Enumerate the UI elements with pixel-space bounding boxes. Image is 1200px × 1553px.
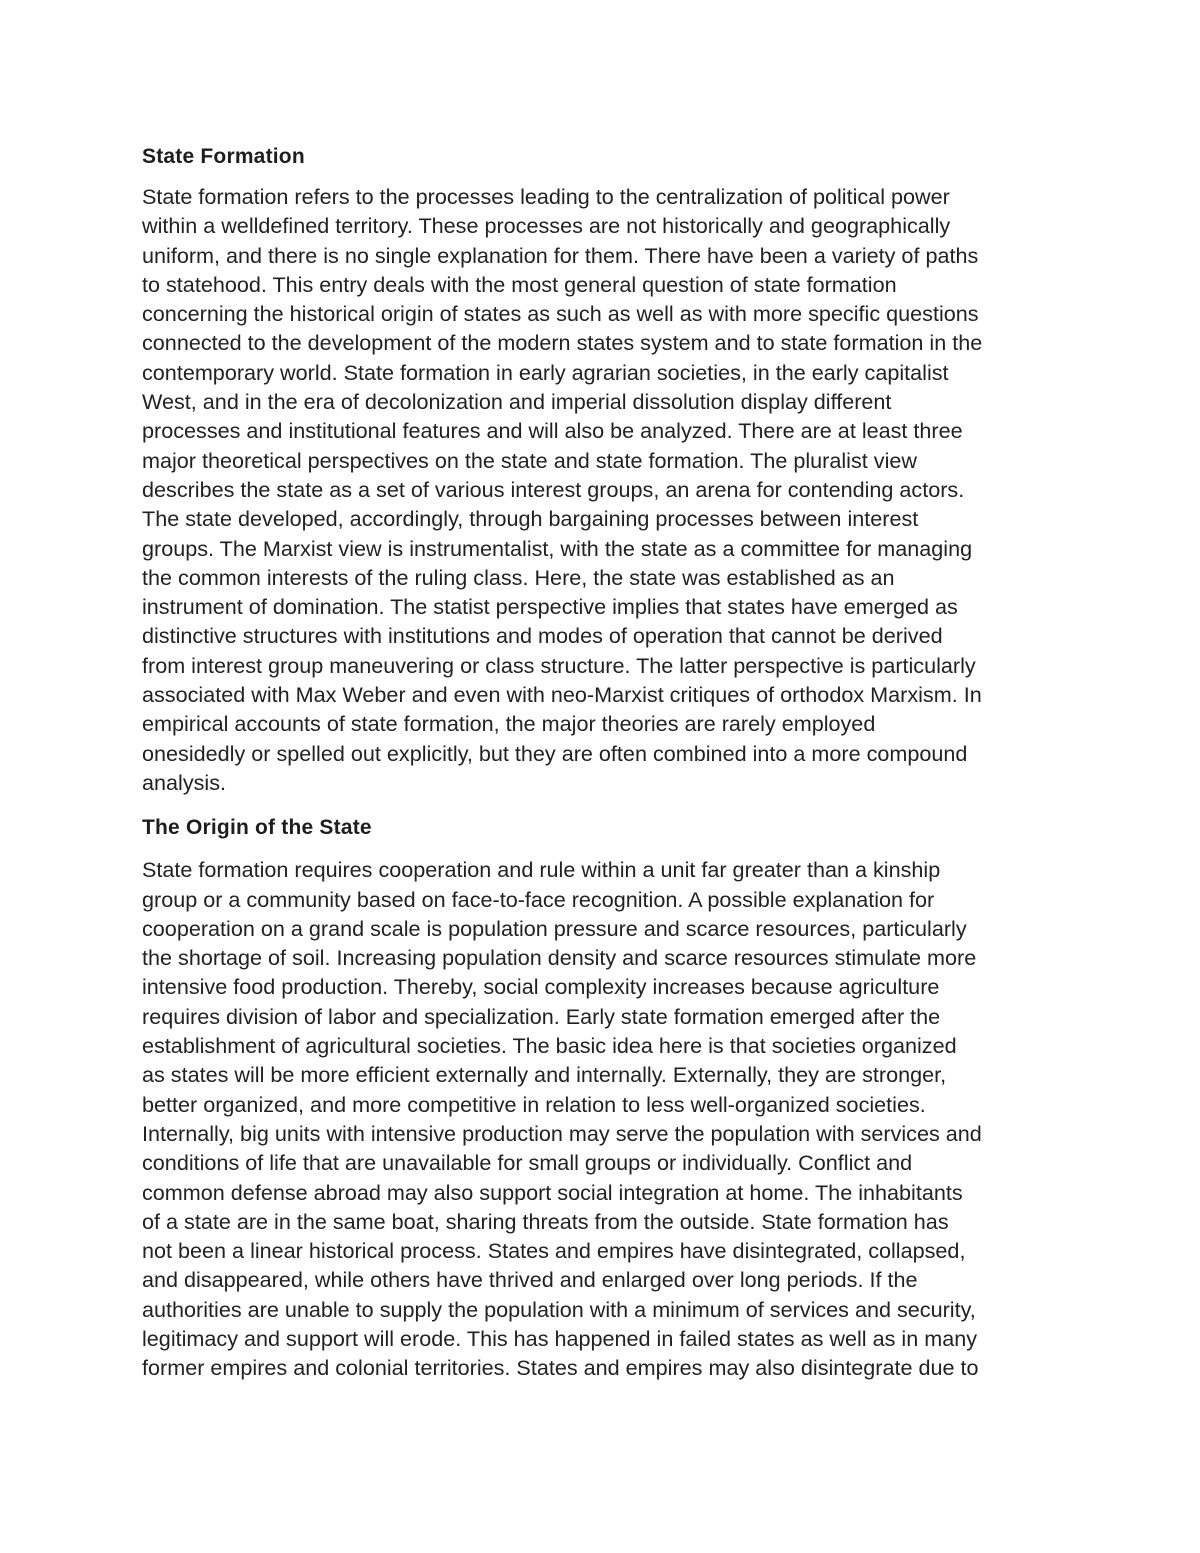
text-line: not been a linear historical process. States and empires have disintegrated, collapsed, [142,1238,966,1264]
text-line: the common interests of the ruling class. Here, the state was established as an [142,564,895,590]
text-line: onesidedly or spelled out explicitly, but they are often combined into a more compound [142,740,968,766]
text-line: as states will be more efficient externally and internally. Externally, they are stronger, [142,1062,947,1088]
text-line: The state developed, accordingly, through bargaining processes between interest [142,506,919,532]
text-line: distinctive structures with institutions and modes of operation that cannot be derived [142,623,943,649]
text-line: legitimacy and support will erode. This has happened in failed states as well as in many [142,1325,978,1351]
text-line: processes and institutional features and will also be analyzed. There are at least three [142,418,963,444]
paragraph-origin-of-state [142,855,1102,1382]
text-line: establishment of agricultural societies. The basic idea here is that societies organized [142,1033,957,1059]
text-line: describes the state as a set of various interest groups, an arena for contending actors. [142,476,965,502]
text-line: the shortage of soil. Increasing population density and scarce resources stimulate more [142,945,977,971]
text-line: intensive food production. Thereby, social complexity increases because agriculture [142,974,940,1000]
text-line: West, and in the era of decolonization and imperial dissolution display different [142,389,892,415]
text-line: instrument of domination. The statist perspective implies that states have emerged as [142,594,958,620]
text-line: and disappeared, while others have thrived and enlarged over long periods. If the [142,1267,918,1293]
text-line: Internally, big units with intensive production may serve the population with services and [142,1120,982,1146]
text-line: authorities are unable to supply the population with a minimum of services and security, [142,1296,976,1322]
text-line: analysis. [142,769,227,795]
text-line: former empires and colonial territories. States and empires may also disintegrate due to [142,1355,979,1381]
text-line: of a state are in the same boat, sharing threats from the outside. State formation has [142,1208,949,1234]
text-line: associated with Max Weber and even with neo-Marxist critiques of orthodox Marxism. In [142,682,982,708]
text-line: conditions of life that are unavailable for small groups or individually. Conflict and [142,1150,913,1176]
text-line: major theoretical perspectives on the state and state formation. The pluralist view [142,447,917,473]
text-line: connected to the development of the modern states system and to state formation in the [142,330,983,356]
paragraph-state-formation [142,182,1102,797]
text-line: within a welldefined territory. These processes are not historically and geographically [142,213,951,239]
text-line: contemporary world. State formation in early agrarian societies, in the early capitalist [142,359,949,385]
text-line: concerning the historical origin of states as such as well as with more specific questions [142,301,979,327]
text-line: groups. The Marxist view is instrumentalist, with the state as a committee for managing [142,535,973,561]
text-line: State formation refers to the processes leading to the centralization of political power [142,184,950,209]
text-line: common defense abroad may also support social integration at home. The inhabitants [142,1179,963,1205]
text-line: requires division of labor and specialization. Early state formation emerged after the [142,1003,941,1029]
text-line: empirical accounts of state formation, the major theories are rarely employed [142,711,876,737]
document-page [142,140,1102,1399]
text-line: uniform, and there is no single explanation for them. There have been a variety of paths [142,242,979,268]
text-line: better organized, and more competitive in relation to less well-organized societies. [142,1091,926,1117]
section-heading-origin-of-state: The Origin of the State [142,816,372,840]
text-line: State formation requires cooperation and rule within a unit far greater than a kinship [142,857,941,883]
text-line: from interest group maneuvering or class structure. The latter perspective is particularly [142,652,976,678]
text-line: cooperation on a grand scale is population pressure and scarce resources, particularly [142,915,967,941]
text-line: to statehood. This entry deals with the most general question of state formation [142,271,897,297]
section-heading-state-formation: State Formation [142,145,305,168]
text-line: group or a community based on face-to-face recognition. A possible explanation for [142,886,935,912]
